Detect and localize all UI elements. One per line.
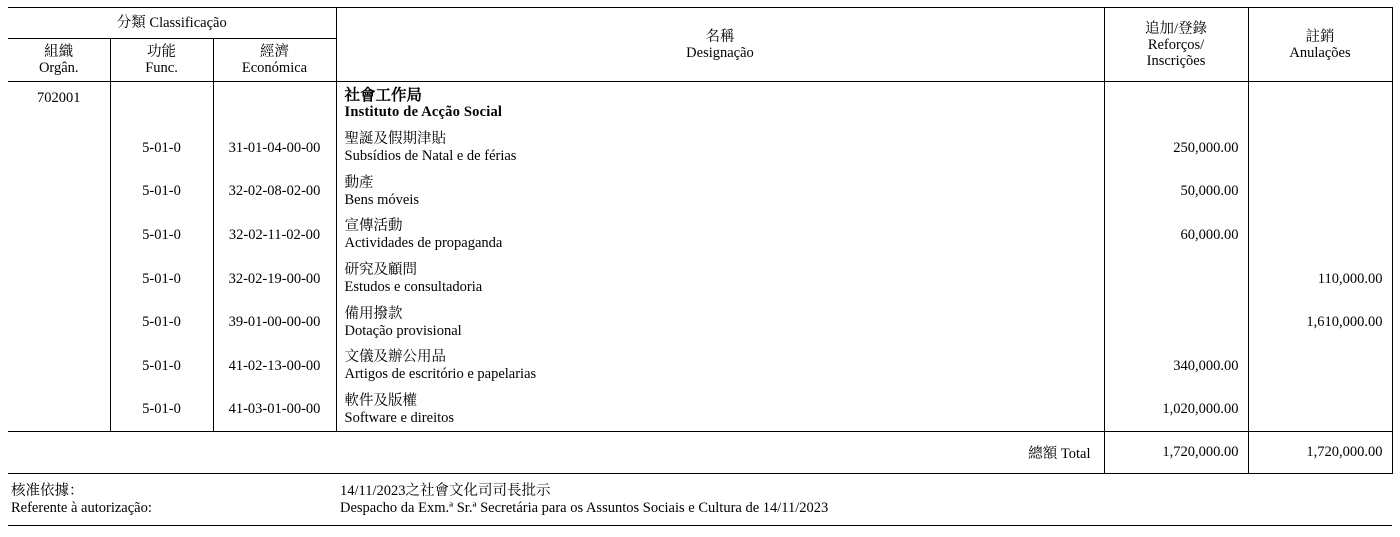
econ-code: 32-02-08-02-00 bbox=[213, 170, 336, 214]
budget-table bbox=[8, 7, 1393, 526]
reinforce-amount: 340,000.00 bbox=[1104, 344, 1248, 388]
econ-header bbox=[213, 39, 336, 82]
annul-header bbox=[1248, 8, 1392, 82]
total-label: 總額 Total bbox=[8, 432, 1104, 474]
entity-name-zh: 社會工作局 bbox=[344, 87, 423, 105]
table-row bbox=[8, 301, 1392, 345]
authorization-text-zh: 14/11/2023之社會文化司司長批示 bbox=[340, 483, 551, 500]
item-designation bbox=[336, 127, 1104, 171]
func-code: 5-01-0 bbox=[110, 257, 213, 301]
entity-name-cell bbox=[336, 82, 1104, 127]
total-annul: 1,720,000.00 bbox=[1248, 432, 1392, 474]
func-code: 5-01-0 bbox=[110, 344, 213, 388]
total-reinforce: 1,720,000.00 bbox=[1104, 432, 1248, 474]
entity-row bbox=[8, 82, 1392, 127]
econ-code: 32-02-19-00-00 bbox=[213, 257, 336, 301]
reinforce-header-pt1: Reforços/ bbox=[1147, 36, 1205, 53]
item-name-zh: 備用撥款 bbox=[344, 305, 403, 322]
item-designation bbox=[336, 344, 1104, 388]
reinforce-amount: 250,000.00 bbox=[1104, 127, 1248, 171]
econ-code: 32-02-11-02-00 bbox=[213, 214, 336, 258]
designation-header-pt: Designação bbox=[686, 44, 754, 61]
authorization-label-zh: 核准依據： bbox=[11, 483, 84, 500]
item-name-pt: Actividades de propaganda bbox=[344, 235, 503, 252]
item-name-zh: 軟件及版權 bbox=[344, 392, 417, 409]
reinforce-amount: 1,020,000.00 bbox=[1104, 388, 1248, 432]
entity-econ-cell bbox=[213, 82, 336, 127]
table-row bbox=[8, 127, 1392, 171]
func-code: 5-01-0 bbox=[110, 301, 213, 345]
econ-header-zh: 經濟 bbox=[260, 44, 289, 60]
annul-amount: 1,610,000.00 bbox=[1248, 301, 1392, 345]
table-row bbox=[8, 344, 1392, 388]
econ-code: 41-02-13-00-00 bbox=[213, 344, 336, 388]
entity-annul-cell bbox=[1248, 82, 1392, 127]
func-code: 5-01-0 bbox=[110, 388, 213, 432]
item-designation bbox=[336, 214, 1104, 258]
func-header-pt: Func. bbox=[145, 60, 178, 76]
organ-code: 702001 bbox=[8, 82, 110, 432]
table-row bbox=[8, 388, 1392, 432]
annul-amount: 110,000.00 bbox=[1248, 257, 1392, 301]
authorization-text-pt: Despacho da Exm.ª Sr.ª Secretária para os Assuntos Sociais e Cultura de 14/11/2023 bbox=[340, 500, 829, 517]
designation-header-zh: 名稱 bbox=[705, 28, 735, 45]
authorization-label-cell bbox=[8, 474, 336, 526]
item-name-pt: Subsídios de Natal e de férias bbox=[344, 148, 517, 165]
annul-amount bbox=[1248, 214, 1392, 258]
entity-reinforce-cell bbox=[1104, 82, 1248, 127]
designation-header bbox=[336, 8, 1104, 82]
annul-amount bbox=[1248, 388, 1392, 432]
table-row bbox=[8, 214, 1392, 258]
func-code: 5-01-0 bbox=[110, 214, 213, 258]
authorization-label-pt: Referente à autorização: bbox=[11, 500, 152, 517]
func-header-zh: 功能 bbox=[147, 44, 176, 60]
econ-header-pt: Económica bbox=[241, 60, 308, 76]
entity-func-cell bbox=[110, 82, 213, 127]
total-row bbox=[8, 432, 1392, 474]
annul-amount bbox=[1248, 127, 1392, 171]
item-designation bbox=[336, 170, 1104, 214]
item-name-zh: 動產 bbox=[344, 174, 374, 191]
annul-amount bbox=[1248, 170, 1392, 214]
reinforce-header-zh: 追加/登錄 bbox=[1144, 20, 1208, 37]
table-row bbox=[8, 257, 1392, 301]
annul-amount bbox=[1248, 344, 1392, 388]
classification-header: 分類 Classificação bbox=[8, 8, 336, 39]
entity-name-pt: Instituto de Acção Social bbox=[344, 104, 503, 121]
reinforce-amount bbox=[1104, 257, 1248, 301]
func-code: 5-01-0 bbox=[110, 127, 213, 171]
reinforce-amount: 60,000.00 bbox=[1104, 214, 1248, 258]
annul-header-pt: Anulações bbox=[1289, 44, 1351, 61]
func-header bbox=[110, 39, 213, 82]
item-name-zh: 聖誕及假期津貼 bbox=[344, 131, 446, 148]
reinforce-amount bbox=[1104, 301, 1248, 345]
econ-code: 41-03-01-00-00 bbox=[213, 388, 336, 432]
reinforce-amount: 50,000.00 bbox=[1104, 170, 1248, 214]
item-name-pt: Artigos de escritório e papelarias bbox=[344, 366, 537, 383]
econ-code: 31-01-04-00-00 bbox=[213, 127, 336, 171]
item-name-pt: Estudos e consultadoria bbox=[344, 279, 483, 296]
item-name-pt: Dotação provisional bbox=[344, 322, 462, 339]
reinforce-header bbox=[1104, 8, 1248, 82]
reinforce-header-pt2: Inscrições bbox=[1146, 52, 1206, 69]
item-designation bbox=[336, 257, 1104, 301]
item-designation bbox=[336, 388, 1104, 432]
func-code: 5-01-0 bbox=[110, 170, 213, 214]
item-designation bbox=[336, 301, 1104, 345]
annul-header-zh: 註銷 bbox=[1305, 28, 1335, 45]
item-name-pt: Bens móveis bbox=[344, 191, 420, 208]
table-row bbox=[8, 170, 1392, 214]
item-name-zh: 研究及顧問 bbox=[344, 262, 417, 279]
organ-header-pt: Orgân. bbox=[38, 60, 79, 76]
authorization-text-cell bbox=[336, 474, 1392, 526]
authorization-row bbox=[8, 474, 1392, 526]
item-name-pt: Software e direitos bbox=[344, 409, 455, 426]
organ-header bbox=[8, 39, 110, 82]
item-name-zh: 文儀及辦公用品 bbox=[344, 349, 446, 366]
econ-code: 39-01-00-00-00 bbox=[213, 301, 336, 345]
item-name-zh: 宣傳活動 bbox=[344, 218, 403, 235]
organ-header-zh: 組織 bbox=[44, 44, 74, 60]
